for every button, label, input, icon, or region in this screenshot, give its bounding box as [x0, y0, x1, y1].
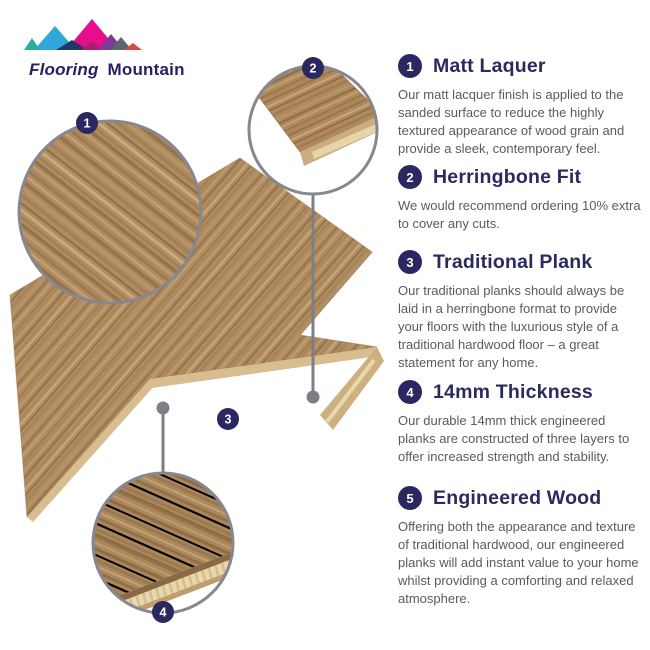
callout-badge-1: [76, 112, 98, 134]
feature-badge-3: 3: [398, 250, 422, 274]
feature-badge-4: 4: [398, 380, 422, 404]
feature-body-4: Our durable 14mm thick engineered planks are constructed of three layers to offer increased strength and stability.: [398, 413, 630, 464]
feature-badge-5: 5: [398, 486, 422, 510]
callout-badge-3-number: 3: [224, 412, 232, 427]
feature-body-2: We would recommend ordering 10% extra to cover any cuts.: [398, 198, 641, 231]
logo: [18, 16, 208, 82]
feature-section-herringbone-fit: [398, 165, 648, 233]
leader-dot-2: [307, 391, 320, 404]
feature-section-engineered-wood: [398, 486, 648, 608]
feature-title-1: Matt Laquer: [433, 54, 546, 77]
feature-section-traditional-plank: [398, 250, 648, 372]
feature-section-matt-laquer: [398, 54, 648, 158]
feature-section-14mm-thickness: [398, 380, 648, 466]
feature-body-3: Our traditional planks should always be laid in a herringbone format to provide your floors with the luxurious style of a traditional hardwood floor – a great statement for any home.: [398, 283, 625, 370]
feature-title-4: 14mm Thickness: [433, 380, 593, 403]
callout-badge-2-number: 2: [309, 61, 317, 76]
plank-end-core-stripe: [327, 360, 374, 422]
callout-badge-2: [302, 57, 324, 79]
zoom-circle-2: [249, 58, 386, 194]
feature-badge-1: 1: [398, 54, 422, 78]
brand-name-flooring: Flooring: [29, 60, 99, 79]
feature-panel: [398, 0, 648, 650]
feature-body-5: Offering both the appearance and texture of traditional hardwood, our engineered planks will add instant value to your home whilst providing a comforting and relaxed atmosphere.: [398, 519, 639, 606]
brand-name-mountain: Mountain: [107, 60, 185, 79]
callout-badge-1-number: 1: [83, 116, 91, 131]
brand-name: [29, 60, 185, 80]
feature-title-5: Engineered Wood: [433, 486, 602, 509]
callout-badge-3: [217, 408, 239, 430]
leader-dot-4: [157, 402, 170, 415]
logo-mountains-icon: [18, 16, 178, 62]
feature-badge-2: 2: [398, 165, 422, 189]
feature-title-2: Herringbone Fit: [433, 165, 582, 188]
callout-badge-4-number: 4: [159, 605, 167, 620]
feature-body-1: Our matt lacquer finish is applied to the sanded surface to reduce the highly textured appearance of wood grain and provide a sleek, contemporary feel.: [398, 87, 625, 156]
feature-title-3: Traditional Plank: [433, 250, 593, 273]
callout-badge-4: [152, 601, 174, 623]
